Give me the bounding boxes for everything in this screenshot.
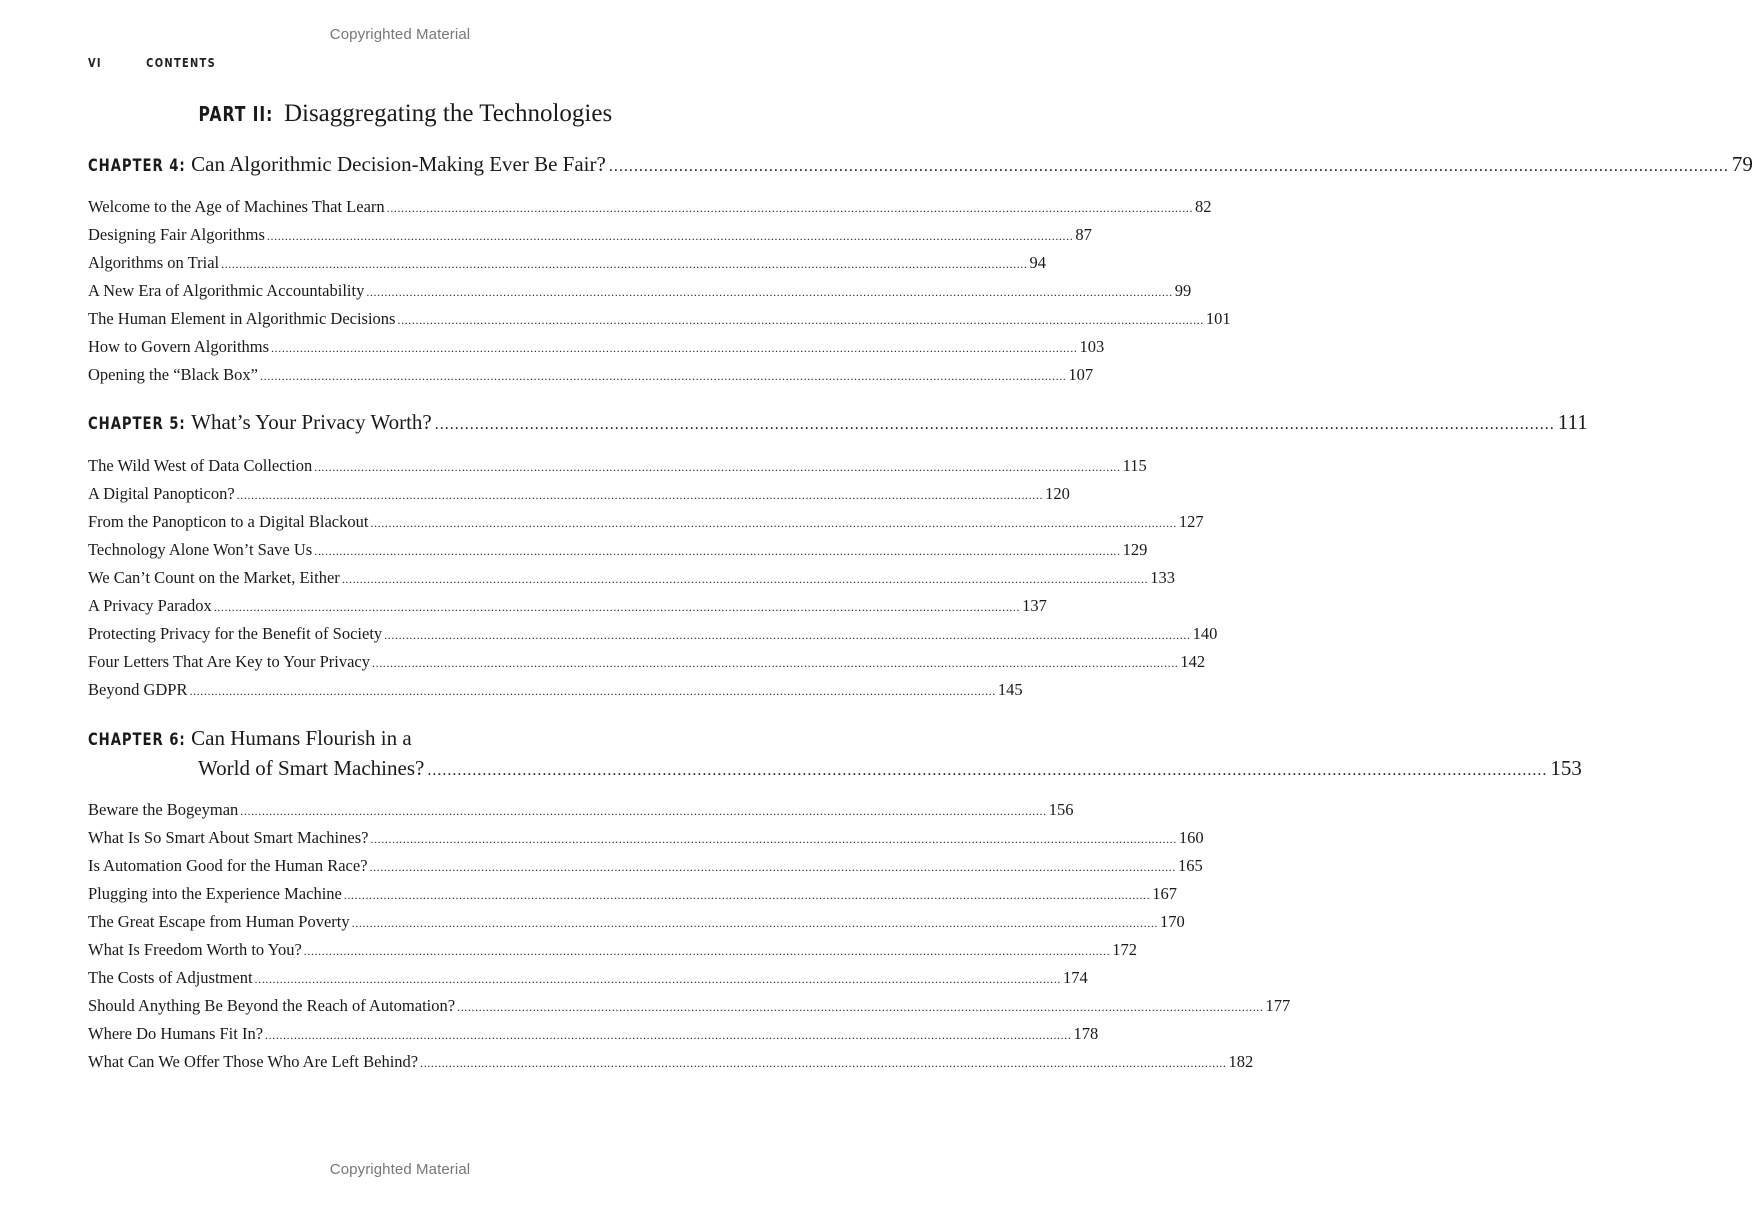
- entry-page: 167: [1152, 884, 1178, 903]
- toc-entry[interactable]: [88, 936, 1137, 964]
- dot-leader: ................................................................................................................................................................................................................................: [427, 762, 1548, 779]
- entry-title: We Can’t Count on the Market, Either: [88, 568, 340, 587]
- entry-title: The Costs of Adjustment: [88, 968, 253, 987]
- dot-leader: ................................................................................................................................................................................................................................: [240, 804, 1047, 818]
- entry-page: 94: [1029, 253, 1047, 272]
- chapter-4-sections: [88, 193, 1231, 389]
- chapter-title: What’s Your Privacy Worth?: [191, 410, 432, 434]
- dot-leader: ................................................................................................................................................................................................................................: [236, 488, 1044, 502]
- chapter-title: Can Algorithmic Decision-Making Ever Be Fair?: [191, 152, 606, 176]
- dot-leader: ................................................................................................................................................................................................................................: [265, 1028, 1072, 1042]
- dot-leader: ................................................................................................................................................................................................................................: [271, 341, 1078, 355]
- dot-leader: ................................................................................................................................................................................................................................: [370, 832, 1177, 846]
- entry-title: The Great Escape from Human Poverty: [88, 912, 350, 931]
- toc-entry[interactable]: [88, 1048, 1254, 1076]
- toc-entry[interactable]: [88, 249, 1047, 277]
- chapter-5-sections: [88, 452, 1218, 704]
- entry-title: Should Anything Be Beyond the Reach of Automation?: [88, 996, 456, 1015]
- entry-title: What Is Freedom Worth to You?: [88, 940, 302, 959]
- dot-leader: ................................................................................................................................................................................................................................: [457, 1000, 1264, 1014]
- toc-entry[interactable]: [88, 277, 1192, 305]
- toc-entry[interactable]: [88, 992, 1291, 1020]
- entry-title: What Can We Offer Those Who Are Left Behind?: [88, 1052, 419, 1071]
- chapter-heading-4[interactable]: [88, 150, 1753, 181]
- dot-leader: ................................................................................................................................................................................................................................: [314, 544, 1121, 558]
- entry-page: 137: [1022, 596, 1047, 615]
- toc-entry[interactable]: [88, 536, 1148, 564]
- toc-entry[interactable]: [88, 221, 1092, 249]
- entry-title: Beyond GDPR: [88, 680, 188, 699]
- dot-leader: ................................................................................................................................................................................................................................: [314, 460, 1121, 474]
- dot-leader: ................................................................................................................................................................................................................................: [341, 572, 1149, 586]
- dot-leader: ................................................................................................................................................................................................................................: [221, 257, 1028, 271]
- chapter-title-line-2: World of Smart Machines?: [198, 756, 425, 780]
- page-number: VI: [88, 56, 102, 70]
- entry-page: 178: [1073, 1024, 1099, 1043]
- toc-entry[interactable]: [88, 648, 1206, 676]
- entry-title: A Digital Panopticon?: [88, 484, 235, 503]
- entry-title: The Wild West of Data Collection: [88, 456, 313, 475]
- part-heading: [0, 98, 800, 130]
- chapter-page: 153: [1550, 756, 1582, 780]
- dot-leader: ................................................................................................................................................................................................................................: [420, 1056, 1227, 1070]
- entry-title: A Privacy Paradox: [88, 596, 212, 615]
- entry-page: 172: [1112, 940, 1137, 959]
- toc-entry[interactable]: [88, 452, 1147, 480]
- dot-leader: ................................................................................................................................................................................................................................: [369, 860, 1176, 874]
- chapter-label: CHAPTER 6:: [88, 730, 186, 750]
- dot-leader: ................................................................................................................................................................................................................................: [343, 888, 1151, 902]
- toc-entry[interactable]: [88, 592, 1047, 620]
- dot-leader: ................................................................................................................................................................................................................................: [372, 656, 1179, 670]
- toc-entry[interactable]: [88, 620, 1218, 648]
- entry-page: 160: [1178, 828, 1204, 847]
- toc-entry[interactable]: [88, 676, 1023, 704]
- dot-leader: ................................................................................................................................................................................................................................: [366, 285, 1173, 299]
- entry-page: 142: [1180, 652, 1206, 671]
- entry-page: 99: [1174, 281, 1192, 300]
- dot-leader: ................................................................................................................................................................................................................................: [254, 972, 1061, 986]
- part-label: PART II:: [198, 102, 274, 126]
- dot-leader: ................................................................................................................................................................................................................................: [384, 628, 1191, 642]
- dot-leader: ................................................................................................................................................................................................................................: [434, 416, 1555, 433]
- entry-page: 182: [1228, 1052, 1254, 1071]
- entry-page: 177: [1265, 996, 1291, 1015]
- entry-title: Plugging into the Experience Machine: [88, 884, 342, 903]
- chapter-6-sections: [88, 796, 1291, 1076]
- dot-leader: ................................................................................................................................................................................................................................: [397, 313, 1204, 327]
- watermark-top: Copyrighted Material: [329, 26, 471, 43]
- toc-entry[interactable]: [88, 193, 1212, 221]
- toc-entry[interactable]: [88, 908, 1185, 936]
- entry-title: Beware the Bogeyman: [88, 800, 239, 819]
- entry-page: 127: [1178, 512, 1204, 531]
- chapter-page: 111: [1557, 410, 1588, 434]
- chapter-title-line-1: Can Humans Flourish in a: [191, 726, 412, 750]
- entry-title: Protecting Privacy for the Benefit of Society: [88, 624, 383, 643]
- entry-title: Algorithms on Trial: [88, 253, 220, 272]
- entry-title: Is Automation Good for the Human Race?: [88, 856, 368, 875]
- entry-title: The Human Element in Algorithmic Decisions: [88, 309, 396, 328]
- toc-entry[interactable]: [88, 1020, 1099, 1048]
- chapter-heading-6[interactable]: [88, 724, 1582, 785]
- entry-page: 170: [1160, 912, 1185, 931]
- dot-leader: ................................................................................................................................................................................................................................: [266, 229, 1074, 243]
- part-title: Disaggregating the Technologies: [283, 100, 613, 127]
- entry-page: 165: [1177, 856, 1203, 875]
- entry-title: What Is So Smart About Smart Machines?: [88, 828, 369, 847]
- dot-leader: ................................................................................................................................................................................................................................: [189, 684, 996, 698]
- chapter-page: 79: [1731, 152, 1753, 176]
- entry-title: A New Era of Algorithmic Accountability: [88, 281, 365, 300]
- toc-entry[interactable]: [88, 361, 1094, 389]
- entry-page: 101: [1205, 309, 1231, 328]
- dot-leader: ................................................................................................................................................................................................................................: [608, 158, 1729, 175]
- entry-title: Opening the “Black Box”: [88, 365, 258, 384]
- entry-page: 156: [1048, 800, 1074, 819]
- dot-leader: ................................................................................................................................................................................................................................: [370, 516, 1177, 530]
- entry-page: 133: [1150, 568, 1175, 587]
- entry-page: 107: [1068, 365, 1094, 384]
- running-head-section: CONTENTS: [146, 56, 216, 70]
- entry-title: Designing Fair Algorithms: [88, 225, 265, 244]
- watermark-bottom: Copyrighted Material: [329, 1161, 471, 1178]
- toc-entry[interactable]: [88, 480, 1070, 508]
- entry-page: 87: [1075, 225, 1092, 244]
- dot-leader: ................................................................................................................................................................................................................................: [303, 944, 1111, 958]
- toc-entry[interactable]: [88, 880, 1178, 908]
- chapter-heading-5[interactable]: [88, 408, 1588, 439]
- chapter-label: CHAPTER 5:: [88, 414, 186, 434]
- dot-leader: ................................................................................................................................................................................................................................: [351, 916, 1159, 930]
- entry-page: 145: [997, 680, 1023, 699]
- toc-entry[interactable]: [88, 964, 1088, 992]
- dot-leader: ................................................................................................................................................................................................................................: [213, 600, 1021, 614]
- toc-entry[interactable]: [88, 852, 1203, 880]
- entry-page: 115: [1122, 456, 1147, 475]
- entry-title: Welcome to the Age of Machines That Learn: [88, 197, 385, 216]
- entry-title: Technology Alone Won’t Save Us: [88, 540, 313, 559]
- entry-title: Where Do Humans Fit In?: [88, 1024, 264, 1043]
- dot-leader: ................................................................................................................................................................................................................................: [260, 369, 1067, 383]
- chapter-label: CHAPTER 4:: [88, 156, 186, 176]
- dot-leader: ................................................................................................................................................................................................................................: [386, 201, 1194, 215]
- toc-entry[interactable]: [88, 564, 1175, 592]
- running-head: [88, 56, 216, 74]
- entry-page: 174: [1062, 968, 1088, 987]
- entry-title: How to Govern Algorithms: [88, 337, 270, 356]
- entry-title: From the Panopticon to a Digital Blackout: [88, 512, 369, 531]
- entry-page: 103: [1079, 337, 1105, 356]
- toc-entry[interactable]: [88, 305, 1231, 333]
- entry-page: 140: [1192, 624, 1218, 643]
- toc-entry[interactable]: [88, 508, 1204, 536]
- entry-page: 120: [1045, 484, 1070, 503]
- entry-page: 82: [1195, 197, 1212, 216]
- entry-page: 129: [1122, 540, 1148, 559]
- toc-entry[interactable]: [88, 796, 1074, 824]
- entry-title: Four Letters That Are Key to Your Privacy: [88, 652, 370, 671]
- toc-entry[interactable]: [88, 824, 1204, 852]
- toc-entry[interactable]: [88, 333, 1105, 361]
